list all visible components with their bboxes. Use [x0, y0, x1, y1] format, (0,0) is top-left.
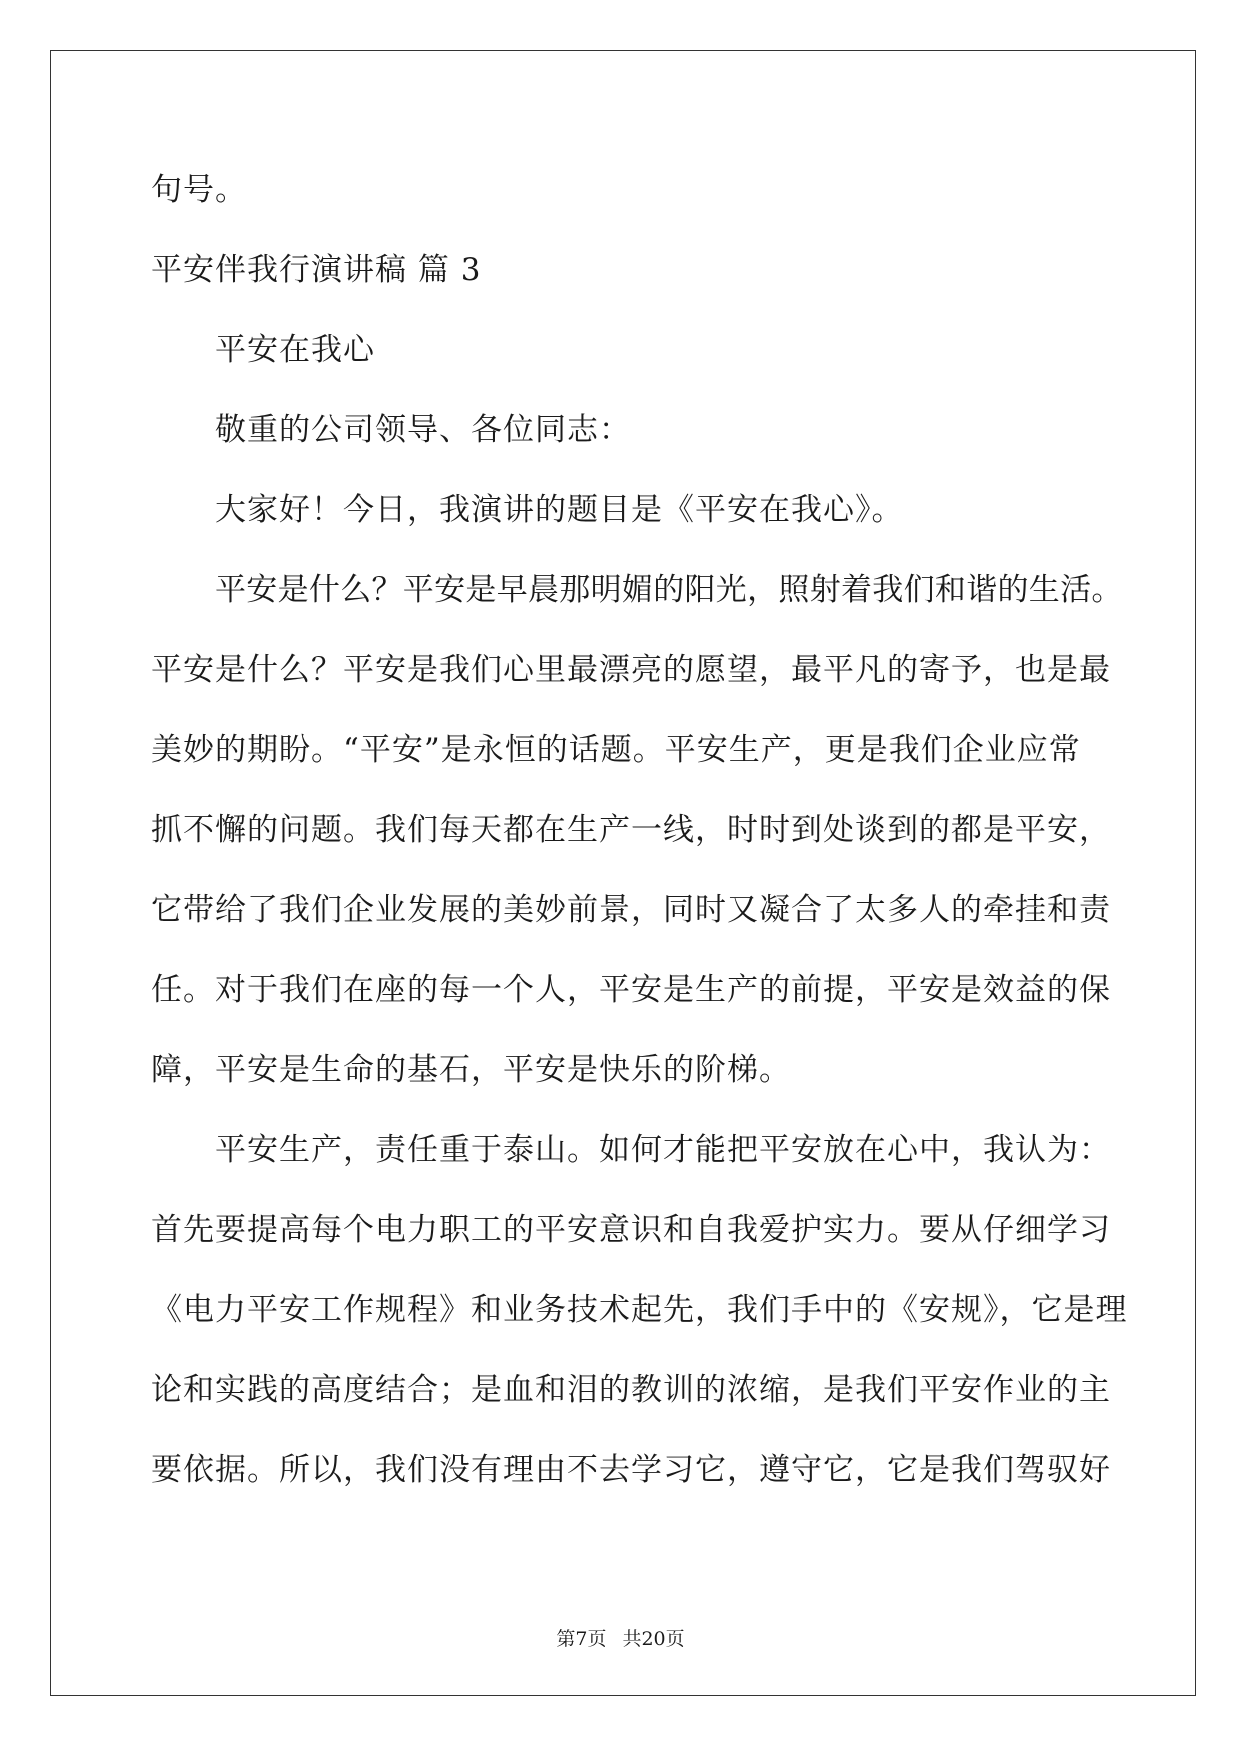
text-line: 论和实践的高度结合；是血和泪的教训的浓缩，是我们平安作业的主	[151, 1372, 1111, 1408]
document-body	[151, 150, 1128, 1510]
text-line: 《电力平安工作规程》和业务技术起先，我们手中的《安规》，它是理	[151, 1292, 1128, 1328]
page-total: 共20页	[622, 1628, 685, 1650]
page-number: 第7页	[556, 1628, 607, 1650]
text-line: 大家好！今日，我演讲的题目是《平安在我心》。	[215, 492, 904, 528]
text-line: 平安是什么？平安是早晨那明媚的阳光，照射着我们和谐的生活。	[215, 572, 1123, 608]
text-line: 平安是什么？平安是我们心里最漂亮的愿望，最平凡的寄予，也是最	[151, 652, 1111, 688]
text-line: 它带给了我们企业发展的美妙前景，同时又凝合了太多人的牵挂和责	[151, 892, 1111, 928]
salutation: 敬重的公司领导、各位同志：	[215, 412, 631, 448]
speech-title: 平安在我心	[215, 332, 375, 368]
text-line: 句号。	[151, 172, 247, 208]
text-line: 要依据。所以，我们没有理由不去学习它，遵守它，它是我们驾驭好	[151, 1452, 1111, 1488]
page-footer	[0, 1624, 1241, 1651]
text-line: 平安生产，责任重于泰山。如何才能把平安放在心中，我认为：	[215, 1132, 1111, 1168]
text-line: 任。对于我们在座的每一个人，平安是生产的前提，平安是效益的保	[151, 972, 1111, 1008]
section-heading: 平安伴我行演讲稿 篇 3	[151, 252, 482, 288]
text-line: 美妙的期盼。“平安”是永恒的话题。平安生产，更是我们企业应常	[151, 732, 1081, 768]
text-line: 抓不懈的问题。我们每天都在生产一线，时时到处谈到的都是平安，	[151, 812, 1111, 848]
text-line: 障，平安是生命的基石，平安是快乐的阶梯。	[151, 1052, 791, 1088]
text-line: 首先要提高每个电力职工的平安意识和自我爱护实力。要从仔细学习	[151, 1212, 1111, 1248]
